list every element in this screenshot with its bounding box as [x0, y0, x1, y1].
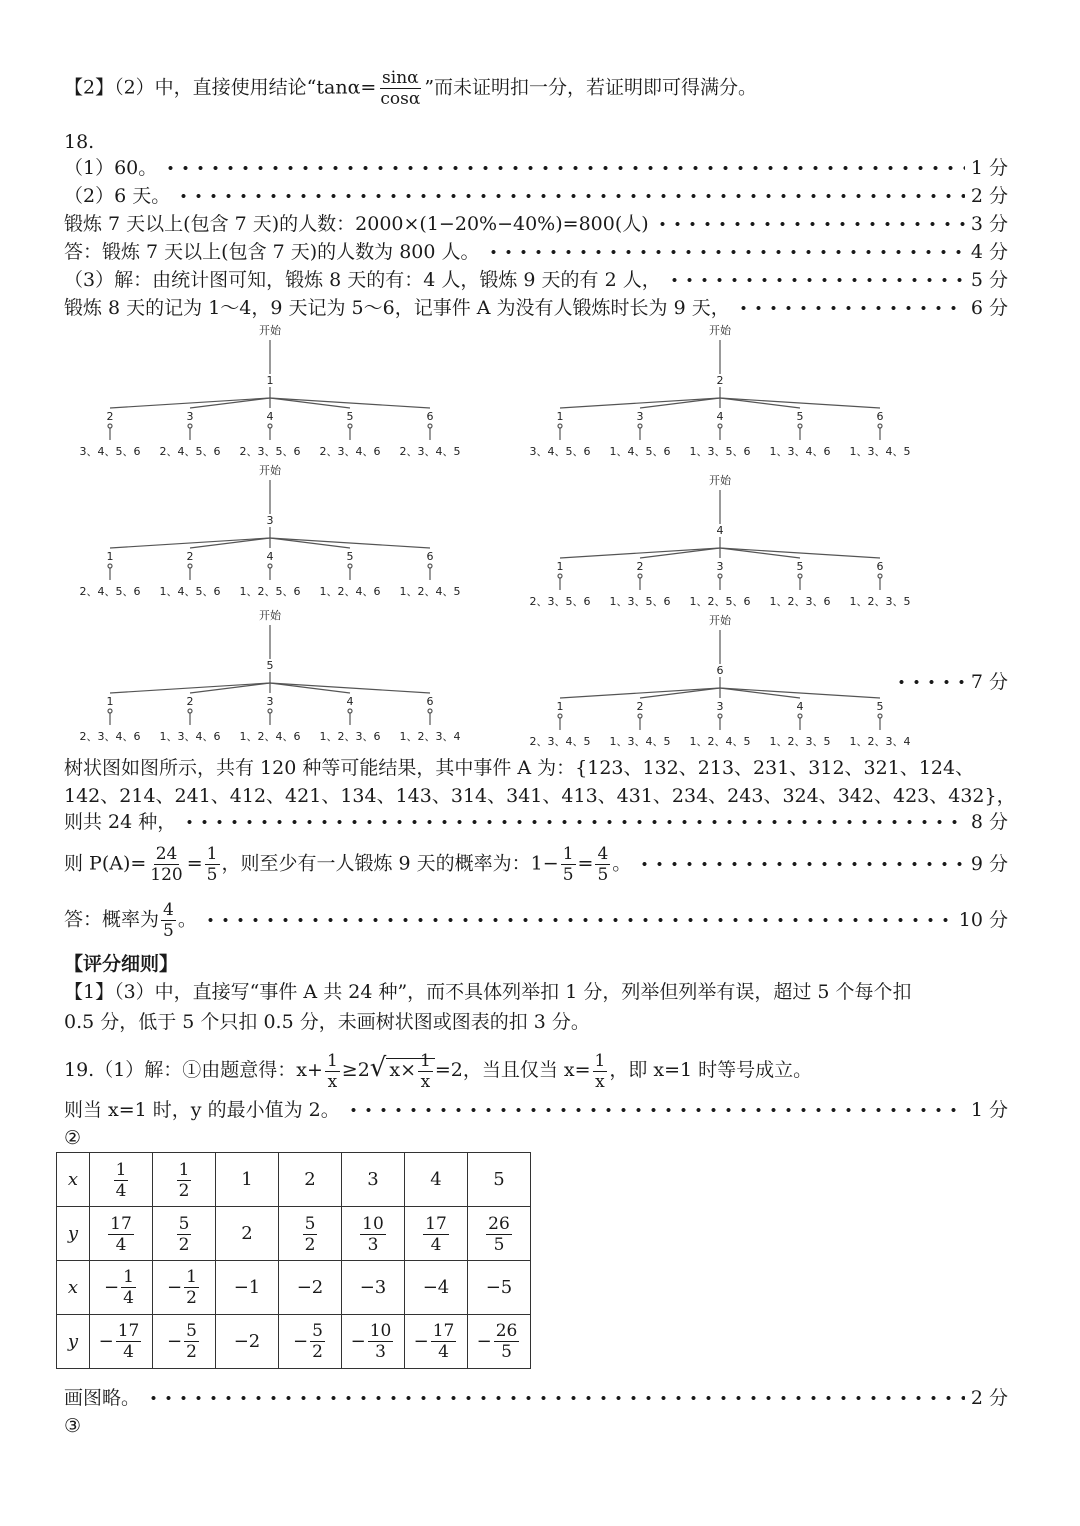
table-cell: − $\frac{10}{3}$	[342, 1315, 405, 1369]
table-cell: $\frac{17}{4}$	[90, 1207, 153, 1261]
table-cell: − $\frac{5}{2}$	[153, 1315, 216, 1369]
rubric-body-2: 0.5 分，低于 5 个只扣 0.5 分，未画树状图或图表的扣 3 分。	[64, 1011, 590, 1033]
tree-branch-label: 2	[186, 550, 194, 563]
tree-leaf-label: 1、2、5、6	[689, 595, 751, 608]
tree-branch-label: 5	[876, 700, 884, 713]
table-cell: − $\frac{17}{4}$	[405, 1315, 468, 1369]
tree-branch-label: 4	[266, 410, 274, 423]
event-a-text-1: 树状图如图所示，共有 120 种等可能结果，其中事件 A 为：{123、132、213、231、312、321、124、	[64, 757, 975, 779]
tree-leaf-label: 2、3、5、6	[529, 595, 591, 608]
table-cell: $\frac{1}{2}$	[153, 1153, 216, 1207]
tree-branch-label: 6	[426, 550, 434, 563]
sin-cos-fraction: $\frac{\sin\alpha}{\cos\alpha}$	[380, 68, 421, 109]
tree-start-label: 开始	[709, 474, 731, 487]
q19-line-2: 则当 x=1 时，y 的最小值为 2。 1 分	[64, 1099, 1008, 1121]
tree-branch-label: 2	[636, 700, 644, 713]
tree-branch-label: 5	[346, 410, 354, 423]
tree-branch-label: 6	[426, 695, 434, 708]
tree-root-label: 2	[716, 374, 724, 387]
table-row-header: y	[57, 1207, 90, 1261]
q18-line-8: 则共 24 种， 8 分	[64, 811, 1008, 833]
table-row-header: y	[57, 1315, 90, 1369]
tree-start-label: 开始	[259, 609, 281, 622]
tree-leaf-label: 1、3、4、6	[769, 445, 831, 458]
tree-root-label: 3	[266, 514, 274, 527]
tree-branch-label: 1	[556, 410, 564, 423]
table-cell: − $\frac{17}{4}$	[90, 1315, 153, 1369]
table-row-header: x	[57, 1153, 90, 1207]
table-cell: 2	[216, 1207, 279, 1261]
tree-leaf-label: 1、3、4、5	[849, 445, 911, 458]
tree-root-label: 4	[716, 524, 724, 537]
tree-leaf-label: 1、4、5、6	[159, 585, 221, 598]
tree-branch-label: 5	[796, 410, 804, 423]
table-row	[57, 1153, 531, 1207]
tree-6	[530, 613, 911, 748]
table-cell: 4	[405, 1153, 468, 1207]
q18-number: 18.	[64, 131, 95, 153]
table-cell: −2	[216, 1315, 279, 1369]
q18-line-9: 则 P(A)= $\frac{24}{120}$ = $\frac{1}{5}$ ，则至少有一人锻炼 9 天的概率为：1− $\frac{1}{5}$ = $\frac{4}{5}$ 。 9 分	[64, 843, 1008, 885]
tree-4	[530, 473, 911, 608]
tree-leaf-label: 1、3、4、5	[609, 735, 671, 748]
tree-leaf-label: 2、3、4、5	[529, 735, 591, 748]
table-row	[57, 1315, 531, 1369]
tree-leaf-label: 3、4、5、6	[79, 445, 141, 458]
tree-branch-label: 6	[876, 560, 884, 573]
tree-diagram-svg	[70, 318, 1010, 748]
tree-branch-label: 3	[716, 560, 724, 573]
tree-leaf-label: 1、2、4、6	[319, 585, 381, 598]
tree-start-label: 开始	[709, 614, 731, 627]
table-cell: −1	[216, 1261, 279, 1315]
tree-leaf-label: 1、2、3、4	[399, 730, 461, 743]
tree-branch-label: 3	[186, 410, 194, 423]
event-a-text-2: 142、214、241、412、421、134、143、314、341、413、431、234、243、324、342、423、432}，	[64, 785, 1016, 807]
tree-root-label: 5	[266, 659, 274, 672]
tree-branch-label: 1	[556, 560, 564, 573]
tree-branch-label: 4	[266, 550, 274, 563]
table-cell: − $\frac{1}{4}$	[90, 1261, 153, 1315]
tree-branch-label: 2	[106, 410, 114, 423]
tree-leaf-label: 1、2、3、5	[769, 735, 831, 748]
tree-leaf-label: 1、2、5、6	[239, 585, 301, 598]
rubric-title: 【评分细则】	[64, 953, 179, 975]
tree-leaf-label: 1、4、5、6	[609, 445, 671, 458]
table-cell: −3	[342, 1261, 405, 1315]
tree-branch-label: 5	[346, 550, 354, 563]
table-row-header: x	[57, 1261, 90, 1315]
table-row	[57, 1261, 531, 1315]
tree-leaf-label: 2、3、5、6	[239, 445, 301, 458]
q18-line-4: 答：锻炼 7 天以上(包含 7 天)的人数为 800 人。 4 分	[64, 241, 1008, 263]
table-cell: 3	[342, 1153, 405, 1207]
table-cell: $\frac{17}{4}$	[405, 1207, 468, 1261]
q19-line-1: 19.（1）解：①由题意得：x+ $\frac{1}{x}$ ≥2√ x× $\frac{1}{x}$ =2，当且仅当 x= $\frac{1}{x}$ ，即 x=1 时等号成立。	[64, 1050, 813, 1092]
table-cell: −2	[279, 1261, 342, 1315]
tree-3	[80, 463, 461, 598]
table-cell: − $\frac{1}{2}$	[153, 1261, 216, 1315]
tree-branch-label: 1	[106, 550, 114, 563]
tree-leaf-label: 2、4、5、6	[79, 585, 141, 598]
tree-score-line: 7 分	[888, 668, 1008, 696]
tree-branch-label: 4	[796, 700, 804, 713]
tree-1	[80, 323, 461, 458]
q18-line-10: 答：概率为 $\frac{4}{5}$ 。 10 分	[64, 899, 1008, 941]
table-row	[57, 1207, 531, 1261]
table-cell: − $\frac{5}{2}$	[279, 1315, 342, 1369]
note-2: 【2】（2）中，直接使用结论“tanα= $\frac{\sin\alpha}{\cos\alpha}$ ”而未证明扣一分，若证明即可得满分。	[64, 68, 758, 109]
values-table	[56, 1152, 531, 1369]
tree-start-label: 开始	[259, 464, 281, 477]
table-cell: $\frac{10}{3}$	[342, 1207, 405, 1261]
table-cell: 5	[468, 1153, 531, 1207]
tree-leaf-label: 1、3、5、6	[609, 595, 671, 608]
tree-leaf-label: 3、4、5、6	[529, 445, 591, 458]
table-cell: 2	[279, 1153, 342, 1207]
tree-leaf-label: 1、2、3、5	[849, 595, 911, 608]
circle-3: ③	[64, 1415, 82, 1437]
q18-line-2: （2）6 天。 2 分	[64, 185, 1008, 207]
q18-line-1: （1）60。 1 分	[64, 157, 1008, 179]
tree-branch-label: 4	[716, 410, 724, 423]
q18-line-3: 锻炼 7 天以上(包含 7 天)的人数：2000×(1−20%−40%)=800(人) 3 分	[64, 213, 1008, 235]
tree-branch-label: 6	[426, 410, 434, 423]
rubric-body-1: 【1】（3）中，直接写“事件 A 共 24 种”，而不具体列举扣 1 分，列举但列举有误，超过 5 个每个扣	[64, 981, 912, 1003]
table-cell: $\frac{26}{5}$	[468, 1207, 531, 1261]
table-cell: $\frac{5}{2}$	[279, 1207, 342, 1261]
tree-leaf-label: 1、2、3、6	[319, 730, 381, 743]
tree-5	[80, 608, 461, 743]
tree-leaf-label: 1、3、5、6	[689, 445, 751, 458]
tree-leaf-label: 2、3、4、6	[319, 445, 381, 458]
tree-branch-label: 5	[796, 560, 804, 573]
tree-leaf-label: 1、3、4、6	[159, 730, 221, 743]
tree-branch-label: 1	[556, 700, 564, 713]
tree-leaf-label: 1、2、4、5	[689, 735, 751, 748]
tree-leaf-label: 2、3、4、6	[79, 730, 141, 743]
tree-branch-label: 2	[186, 695, 194, 708]
tree-leaf-label: 2、4、5、6	[159, 445, 221, 458]
q19-line-3: 画图略。 2 分	[64, 1387, 1008, 1409]
tree-root-label: 6	[716, 664, 724, 677]
tree-start-label: 开始	[709, 324, 731, 337]
table-cell: − $\frac{26}{5}$	[468, 1315, 531, 1369]
tree-branch-label: 3	[636, 410, 644, 423]
table-cell: −5	[468, 1261, 531, 1315]
table-cell: −4	[405, 1261, 468, 1315]
tree-leaf-label: 1、2、3、4	[849, 735, 911, 748]
tree-leaf-label: 1、2、3、6	[769, 595, 831, 608]
tree-diagrams	[70, 318, 1010, 748]
q18-line-5: （3）解：由统计图可知，锻炼 8 天的有：4 人，锻炼 9 天的有 2 人， 5 分	[64, 269, 1008, 291]
tree-branch-label: 2	[636, 560, 644, 573]
tree-branch-label: 4	[346, 695, 354, 708]
table-cell: $\frac{1}{4}$	[90, 1153, 153, 1207]
tree-leaf-label: 1、2、4、5	[399, 585, 461, 598]
tree-leaf-label: 2、3、4、5	[399, 445, 461, 458]
circle-2: ②	[64, 1127, 82, 1149]
tree-2	[530, 323, 911, 458]
table-cell: 1	[216, 1153, 279, 1207]
tree-branch-label: 1	[106, 695, 114, 708]
tree-root-label: 1	[266, 374, 274, 387]
tree-start-label: 开始	[259, 324, 281, 337]
tree-branch-label: 3	[266, 695, 274, 708]
tree-branch-label: 3	[716, 700, 724, 713]
tree-leaf-label: 1、2、4、6	[239, 730, 301, 743]
table-cell: $\frac{5}{2}$	[153, 1207, 216, 1261]
q18-line-6: 锻炼 8 天的记为 1～4，9 天记为 5～6，记事件 A 为没有人锻炼时长为 9 天， 6 分	[64, 297, 1008, 319]
tree-branch-label: 6	[876, 410, 884, 423]
